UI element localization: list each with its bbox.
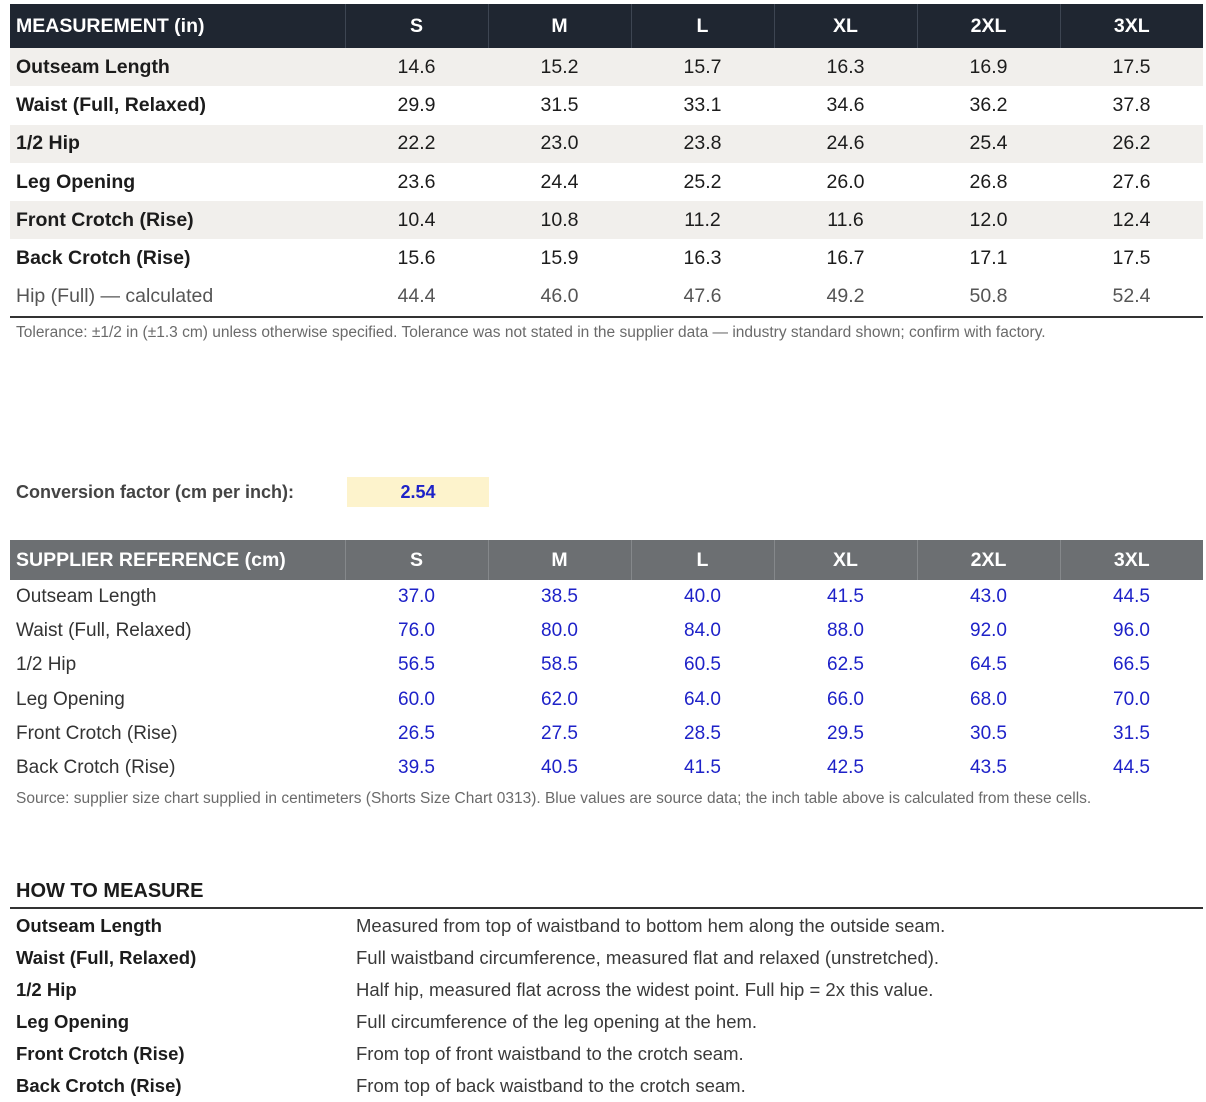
table-row [10, 163, 1203, 201]
value-cell: 27.6 [1060, 163, 1203, 201]
value-cell: 15.9 [488, 239, 631, 277]
measure-term: Front Crotch (Rise) [16, 1043, 185, 1064]
source-value-cell[interactable]: 64.5 [970, 654, 1007, 676]
source-note: Source: supplier size chart supplied in centimeters (Shorts Size Chart 0313). Blue values are source data; the inch table above is calculated from these cells. [16, 790, 1092, 807]
source-value-cell[interactable]: 68.0 [970, 688, 1007, 710]
source-value-cell[interactable]: 38.5 [541, 586, 578, 608]
value-cell: 49.2 [774, 278, 917, 317]
table-row [10, 717, 1203, 751]
value-cell: 17.5 [1060, 48, 1203, 86]
source-value-cell[interactable]: 60.5 [684, 654, 721, 676]
conversion-factor-value[interactable]: 2.54 [347, 477, 489, 507]
definition-row [10, 1038, 1203, 1070]
definition-row [10, 974, 1203, 1006]
measurement-header-row [10, 4, 1203, 48]
measure-term: Outseam Length [16, 915, 162, 936]
definition-row [10, 910, 1203, 942]
value-cell: 11.2 [631, 201, 774, 239]
value-cell: 16.9 [917, 48, 1060, 86]
calculated-row [10, 278, 1203, 317]
how-to-measure-table [10, 910, 1203, 1102]
value-cell: 16.7 [774, 239, 917, 277]
measurement-table-in [10, 4, 1203, 318]
source-value-cell[interactable]: 70.0 [1113, 688, 1150, 710]
value-cell: 26.2 [1060, 125, 1203, 163]
measurement-header-label: MEASUREMENT (in) [10, 4, 345, 48]
table-row [10, 48, 1203, 86]
value-cell: 14.6 [345, 48, 488, 86]
value-cell: 37.8 [1060, 86, 1203, 124]
source-value-cell[interactable]: 44.5 [1113, 757, 1150, 779]
value-cell: 29.9 [345, 86, 488, 124]
row-label: Front Crotch (Rise) [16, 722, 178, 744]
value-cell: 52.4 [1060, 278, 1203, 317]
value-cell: 31.5 [488, 86, 631, 124]
value-cell: 24.4 [488, 163, 631, 201]
source-value-cell[interactable]: 88.0 [827, 620, 864, 642]
value-cell: 15.2 [488, 48, 631, 86]
value-cell: 34.6 [774, 86, 917, 124]
source-value-cell[interactable]: 84.0 [684, 620, 721, 642]
source-value-cell[interactable]: 44.5 [1113, 586, 1150, 608]
source-value-cell[interactable]: 41.5 [827, 586, 864, 608]
source-value-cell[interactable]: 31.5 [1113, 722, 1150, 744]
measure-description: From top of back waistband to the crotch seam. [356, 1075, 746, 1096]
row-label: 1/2 Hip [10, 125, 345, 163]
measure-term: Back Crotch (Rise) [16, 1075, 182, 1096]
source-value-cell[interactable]: 62.5 [827, 654, 864, 676]
definition-row [10, 1070, 1203, 1102]
size-header-m: M [488, 540, 631, 580]
source-value-cell[interactable]: 66.5 [1113, 654, 1150, 676]
source-value-cell[interactable]: 64.0 [684, 688, 721, 710]
table-row [10, 683, 1203, 717]
definition-row [10, 942, 1203, 974]
source-value-cell[interactable]: 60.0 [398, 688, 435, 710]
source-value-cell[interactable]: 66.0 [827, 688, 864, 710]
source-value-cell[interactable]: 39.5 [398, 757, 435, 779]
source-value-cell[interactable]: 28.5 [684, 722, 721, 744]
value-cell: 50.8 [917, 278, 1060, 317]
value-cell: 36.2 [917, 86, 1060, 124]
value-cell: 12.4 [1060, 201, 1203, 239]
value-cell: 17.1 [917, 239, 1060, 277]
value-cell: 26.8 [917, 163, 1060, 201]
size-header-s: S [345, 4, 488, 48]
value-cell: 23.0 [488, 125, 631, 163]
size-header-s: S [345, 540, 488, 580]
conversion-factor-label: Conversion factor (cm per inch): [16, 482, 295, 502]
source-value-cell[interactable]: 76.0 [398, 620, 435, 642]
size-header-3xl: 3XL [1060, 540, 1203, 580]
source-value-cell[interactable]: 37.0 [398, 586, 435, 608]
row-label: Leg Opening [16, 688, 125, 710]
value-cell: 10.4 [345, 201, 488, 239]
row-label: Outseam Length [16, 586, 157, 608]
size-header-xl: XL [774, 4, 917, 48]
source-value-cell[interactable]: 58.5 [541, 654, 578, 676]
row-label: Hip (Full) — calculated [10, 278, 345, 317]
value-cell: 47.6 [631, 278, 774, 317]
measure-term: 1/2 Hip [16, 979, 77, 1000]
value-cell: 15.7 [631, 48, 774, 86]
row-label: 1/2 Hip [16, 654, 77, 676]
value-cell: 11.6 [774, 201, 917, 239]
measure-description: Measured from top of waistband to bottom hem along the outside seam. [356, 915, 946, 936]
value-cell: 12.0 [917, 201, 1060, 239]
reference-header-label: SUPPLIER REFERENCE (cm) [10, 540, 345, 580]
source-value-cell[interactable]: 30.5 [970, 722, 1007, 744]
table-row [10, 125, 1203, 163]
value-cell: 46.0 [488, 278, 631, 317]
size-header-2xl: 2XL [917, 540, 1060, 580]
value-cell: 16.3 [631, 239, 774, 277]
size-header-m: M [488, 4, 631, 48]
measure-description: Full waistband circumference, measured flat and relaxed (unstretched). [356, 947, 940, 968]
row-label: Front Crotch (Rise) [10, 201, 345, 239]
size-header-2xl: 2XL [917, 4, 1060, 48]
table-row [10, 614, 1203, 648]
size-header-xl: XL [774, 540, 917, 580]
source-value-cell[interactable]: 92.0 [970, 620, 1007, 642]
value-cell: 15.6 [345, 239, 488, 277]
source-value-cell[interactable]: 40.0 [684, 586, 721, 608]
source-value-cell[interactable]: 42.5 [827, 757, 864, 779]
row-label: Back Crotch (Rise) [10, 239, 345, 277]
source-value-cell[interactable]: 41.5 [684, 757, 721, 779]
row-label: Waist (Full, Relaxed) [16, 620, 192, 642]
measure-description: Full circumference of the leg opening at the hem. [356, 1011, 758, 1032]
value-cell: 25.4 [917, 125, 1060, 163]
source-value-cell[interactable]: 43.5 [970, 757, 1007, 779]
source-value-cell[interactable]: 96.0 [1113, 620, 1150, 642]
row-label: Outseam Length [10, 48, 345, 86]
source-value-cell[interactable]: 40.5 [541, 757, 578, 779]
source-value-cell[interactable]: 27.5 [541, 722, 578, 744]
value-cell: 25.2 [631, 163, 774, 201]
table-row [10, 86, 1203, 124]
size-header-l: L [631, 540, 774, 580]
measure-term: Leg Opening [16, 1011, 130, 1032]
source-value-cell[interactable]: 26.5 [398, 722, 435, 744]
how-to-measure-title: HOW TO MEASURE [16, 880, 204, 902]
row-label: Waist (Full, Relaxed) [10, 86, 345, 124]
definition-row [10, 1006, 1203, 1038]
table-row [10, 751, 1203, 785]
size-header-3xl: 3XL [1060, 4, 1203, 48]
table-row [10, 580, 1203, 614]
row-label: Back Crotch (Rise) [16, 757, 176, 779]
value-cell: 33.1 [631, 86, 774, 124]
source-value-cell[interactable]: 56.5 [398, 654, 435, 676]
value-cell: 24.6 [774, 125, 917, 163]
size-header-l: L [631, 4, 774, 48]
value-cell: 17.5 [1060, 239, 1203, 277]
value-cell: 23.6 [345, 163, 488, 201]
value-cell: 23.8 [631, 125, 774, 163]
source-value-cell[interactable]: 43.0 [970, 586, 1007, 608]
measure-description: Half hip, measured flat across the widest point. Full hip = 2x this value. [356, 979, 934, 1000]
tolerance-note: Tolerance: ±1/2 in (±1.3 cm) unless otherwise specified. Tolerance was not stated in the supplier data — industry standard shown; confirm with factory. [16, 324, 1046, 341]
value-cell: 10.8 [488, 201, 631, 239]
measure-description: From top of front waistband to the crotch seam. [356, 1043, 744, 1064]
table-row [10, 239, 1203, 277]
reference-header-row [10, 540, 1203, 580]
source-value-cell[interactable]: 62.0 [541, 688, 578, 710]
source-value-cell[interactable]: 29.5 [827, 722, 864, 744]
source-value-cell[interactable]: 80.0 [541, 620, 578, 642]
table-row [10, 201, 1203, 239]
row-label: Leg Opening [10, 163, 345, 201]
value-cell: 16.3 [774, 48, 917, 86]
section-divider [10, 907, 1203, 909]
table-row [10, 648, 1203, 682]
supplier-reference-table-cm [10, 540, 1203, 785]
value-cell: 26.0 [774, 163, 917, 201]
value-cell: 44.4 [345, 278, 488, 317]
value-cell: 22.2 [345, 125, 488, 163]
measure-term: Waist (Full, Relaxed) [16, 947, 197, 968]
